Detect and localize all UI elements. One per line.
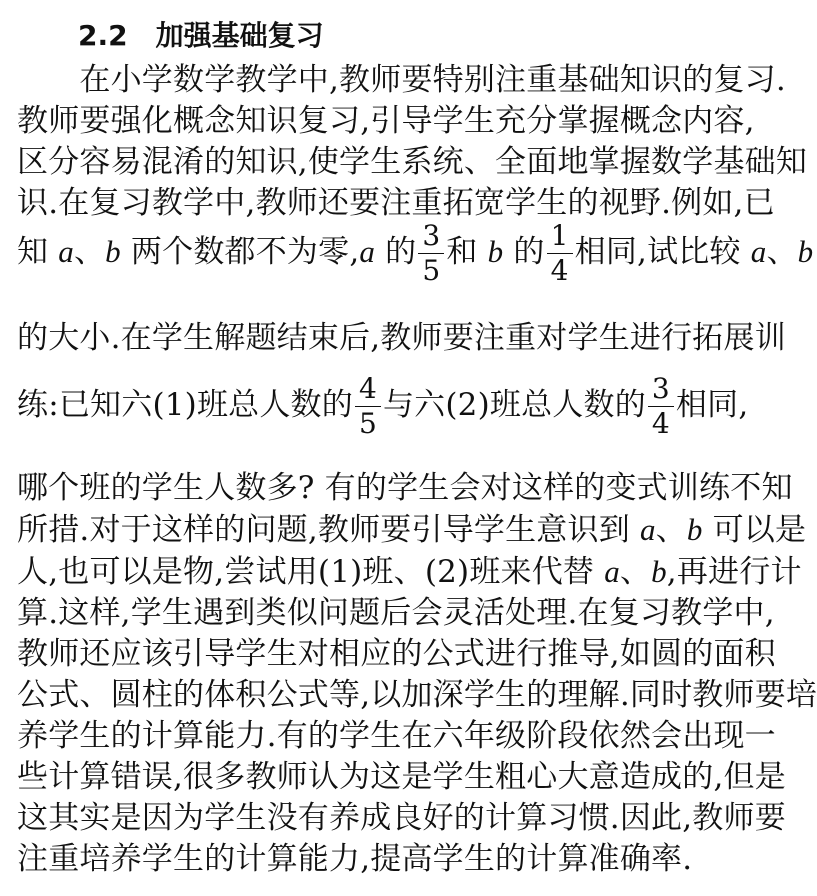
text-line: 养学生的计算能力.有的学生在六年级阶段依然会出现一: [17, 718, 776, 754]
text-line: 教师还应该引导学生对相应的公式进行推导,如圆的面积: [17, 636, 776, 672]
text-line: 教师要强化概念知识复习,引导学生充分掌握概念内容,: [17, 103, 755, 139]
section-heading: [78, 16, 324, 56]
text-line: 注重培养学生的计算能力,提高学生的计算准确率.: [17, 841, 693, 877]
variable-a: a: [750, 234, 767, 269]
body-paragraph: [17, 468, 817, 880]
denominator: 5: [358, 407, 377, 440]
fraction-three-fifths: [418, 219, 444, 287]
variable-a: a: [359, 234, 376, 269]
text-segment: 相同,试比较: [574, 234, 751, 270]
numerator: 1: [547, 222, 573, 254]
text-segment: 人,也可以是物,尝试用(1)班、(2)班来代替: [17, 554, 605, 590]
variable-b: b: [686, 512, 703, 547]
text-line: 区分容易混淆的知识,使学生系统、全面地掌握数学基础知: [17, 144, 808, 180]
variable-a: a: [639, 512, 656, 547]
text-line-with-fractions: [17, 372, 787, 440]
text-line: 在小学数学教学中,教师要特别注重基础知识的复习.: [17, 62, 786, 98]
body-paragraph: [17, 60, 808, 224]
text-line-with-fractions: [17, 219, 814, 287]
fraction-one-fourth: [547, 219, 573, 287]
text-line: 公式、圆柱的体积公式等,以加深学生的理解.同时教师要培: [17, 677, 817, 713]
variable-a: a: [58, 234, 74, 269]
fraction-four-fifths: [355, 372, 381, 440]
text-segment: 所措.对于这样的问题,教师要引导学生意识到: [17, 512, 640, 548]
text-segment: 相同,: [675, 387, 749, 423]
variable-b: b: [651, 554, 667, 589]
variable-a: a: [604, 554, 620, 589]
text-line: 哪个班的学生人数多? 有的学生会对这样的变式训练不知: [17, 470, 793, 506]
text-segment: ,再进行计: [666, 554, 802, 590]
text-line: 识.在复习教学中,教师还要注重拓宽学生的视野.例如,已: [17, 185, 775, 221]
variable-b: b: [797, 234, 814, 269]
text-segment: 两个数都不为零,: [120, 234, 360, 270]
denominator: 4: [550, 254, 569, 287]
fraction-three-fourths: [648, 372, 674, 440]
numerator: 4: [355, 375, 381, 407]
text-segment: 与六(2)班总人数的: [382, 387, 646, 423]
section-title: 加强基础复习: [155, 19, 324, 52]
text-segment: 知: [17, 234, 59, 270]
text-line: 算.这样,学生遇到类似问题后会灵活处理.在复习教学中,: [17, 595, 775, 631]
numerator: 3: [418, 222, 444, 254]
separator: 、: [73, 234, 106, 270]
separator: 、: [655, 512, 687, 548]
denominator: 5: [422, 254, 441, 287]
body-paragraph: [17, 318, 787, 359]
text-line: 这其实是因为学生没有养成良好的计算习惯.因此,教师要: [17, 800, 786, 836]
numerator: 3: [648, 375, 674, 407]
text-segment: 的: [375, 234, 417, 270]
section-number: 2.2: [78, 19, 128, 52]
text-segment: 的: [503, 234, 545, 270]
variable-b: b: [105, 234, 121, 269]
text-segment: 可以是: [702, 512, 807, 548]
text-segment: 和: [446, 234, 488, 270]
separator: 、: [766, 234, 798, 270]
separator: 、: [619, 554, 652, 590]
text-line: 的大小.在学生解题结束后,教师要注重对学生进行拓展训: [17, 320, 786, 356]
text-line: 些计算错误,很多教师认为这是学生粗心大意造成的,但是: [17, 759, 786, 795]
denominator: 4: [651, 407, 670, 440]
text-segment: 练:已知六(1)班总人数的: [17, 387, 353, 423]
variable-b: b: [487, 234, 504, 269]
